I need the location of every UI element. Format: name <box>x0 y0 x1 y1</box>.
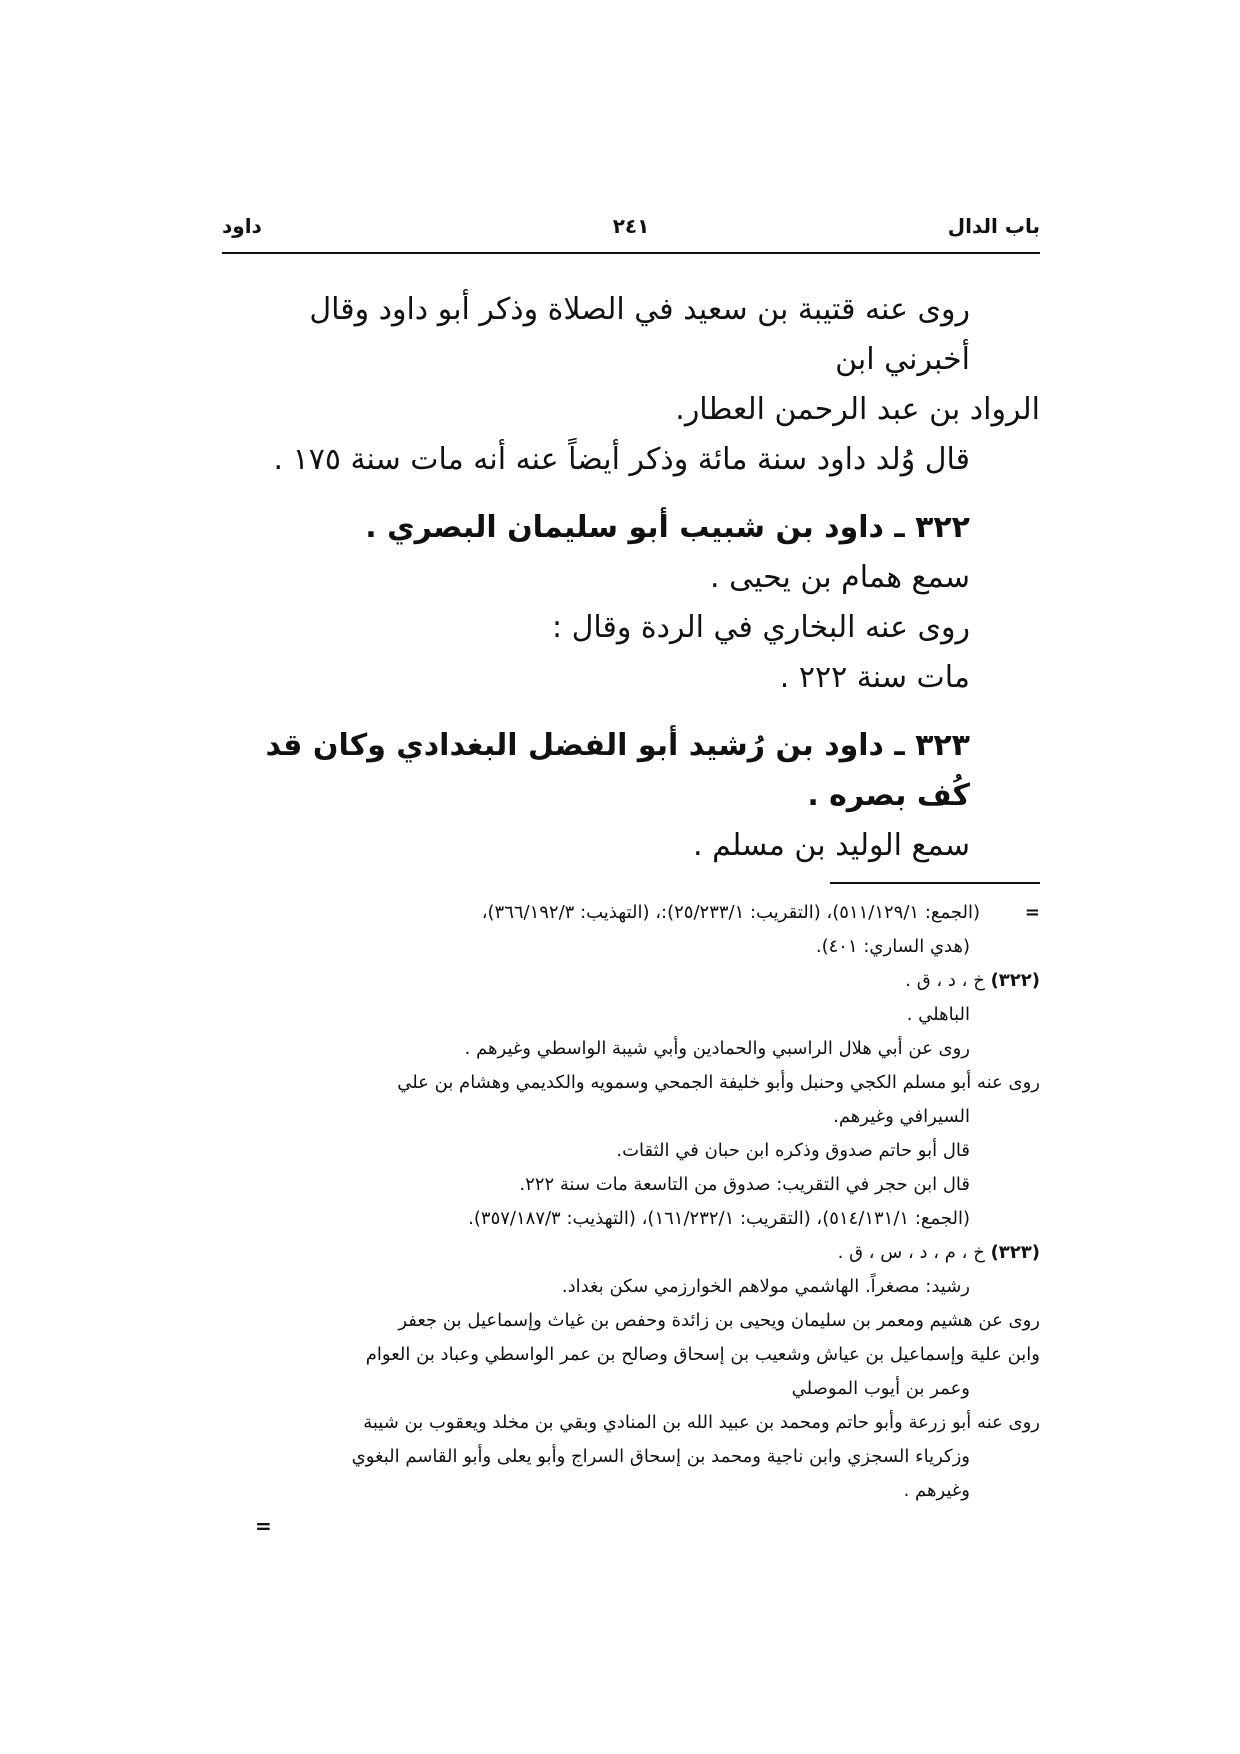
entry-title: ـ داود بن شبيب أبو سليمان البصري . <box>365 510 905 545</box>
footnote-text: (الجمع: ٥١٤/١٣١/١)، (التقريب: ١٦١/٢٣٢/١)، (التهذيب: ٣٥٧/١٨٧/٣). <box>468 1208 970 1229</box>
footnote-text: روى عنه أبو زرعة وأبو حاتم ومحمد بن عبيد الله بن المنادي وبقي بن مخلد ويعقوب بن شيبة <box>363 1412 1040 1433</box>
footnote-text: (الجمع: ٥١١/١٢٩/١)، (التقريب: ٢٥/٢٣٣/١):، (التهذيب: ٣٦٦/١٩٢/٣)، <box>481 902 980 923</box>
paragraph-line: روى عنه قتيبة بن سعيد في الصلاة وذكر أبو داود وقال أخبرني ابن <box>309 292 970 377</box>
footnote-rule <box>830 882 1040 884</box>
paragraph-line: قال وُلد داود سنة مائة وذكر أيضاً عنه أنه مات سنة ١٧٥ . <box>273 442 970 477</box>
footnote-text: (هدي الساري: ٤٠١). <box>815 936 970 957</box>
main-text <box>222 285 1040 871</box>
footnote-codes: خ ، د ، ق . <box>905 970 985 991</box>
footnote-text: الباهلي . <box>906 1004 970 1025</box>
footnote-text: وعمر بن أيوب الموصلي <box>791 1378 970 1399</box>
footnote-text: رشيد: مصغراً. الهاشمي مولاهم الخوارزمي سكن بغداد. <box>561 1276 970 1297</box>
running-entry-title: داود <box>222 214 262 238</box>
page-header <box>222 210 1040 250</box>
page-number: ٢٤١ <box>612 214 650 238</box>
entry-line: روى عنه البخاري في الردة وقال : <box>551 610 970 645</box>
footnote-text: وزكرياء السجزي وابن ناجية ومحمد بن إسحاق السراج وأبو يعلى وأبو القاسم البغوي <box>351 1446 970 1467</box>
footnote-text: قال أبو حاتم صدوق وذكره ابن حبان في الثقات. <box>616 1140 970 1161</box>
header-rule <box>222 252 1040 254</box>
footnote-text: وغيرهم . <box>903 1480 970 1501</box>
footnote-text: قال ابن حجر في التقريب: صدوق من التاسعة مات سنة ٢٢٢. <box>519 1174 970 1195</box>
footnote-text: السيرافي وغيرهم. <box>833 1106 970 1127</box>
footnote-number: (٣٢٣) <box>990 1242 1040 1263</box>
footnote-number: (٣٢٢) <box>990 970 1040 991</box>
entry-line: سمع همام بن يحيى . <box>710 560 970 595</box>
entry-line: مات سنة ٢٢٢ . <box>779 660 970 695</box>
entry-heading-323 <box>222 721 1040 821</box>
footnote-323-head <box>222 1236 1040 1270</box>
continuation-marker: = <box>255 1514 272 1538</box>
chapter-title: باب الدال <box>947 214 1040 238</box>
footnote-text: روى عن أبي هلال الراسبي والحمادين وأبي شيبة الواسطي وغيرهم . <box>464 1038 970 1059</box>
entry-heading-322 <box>222 503 1040 553</box>
entry-title: ـ داود بن رُشيد أبو الفضل البغدادي وكان قد كُف بصره . <box>265 728 970 813</box>
entry-number: ٣٢٢ <box>915 510 970 545</box>
footnote-text: وابن علية وإسماعيل بن عياش وشعيب بن إسحاق وصالح بن عمر الواسطي وعباد بن العوام <box>365 1344 1040 1365</box>
entry-line: سمع الوليد بن مسلم . <box>693 828 970 863</box>
footnote-codes: خ ، م ، د ، س ، ق . <box>837 1242 985 1263</box>
continuation-marker: = <box>1024 902 1040 923</box>
footnotes <box>222 896 1040 1508</box>
paragraph-line: الرواد بن عبد الرحمن العطار. <box>675 392 1040 427</box>
footnote-322-head <box>222 964 1040 998</box>
footnote-text: روى عن هشيم ومعمر بن سليمان ويحيى بن زائدة وحفص بن غياث وإسماعيل بن جعفر <box>398 1310 1040 1331</box>
footnote-continuation <box>222 896 1040 930</box>
footnote-text: روى عنه أبو مسلم الكجي وحنبل وأبو خليفة الجمحي وسمويه والكديمي وهشام بن علي <box>397 1072 1040 1093</box>
entry-number: ٣٢٣ <box>915 728 970 763</box>
